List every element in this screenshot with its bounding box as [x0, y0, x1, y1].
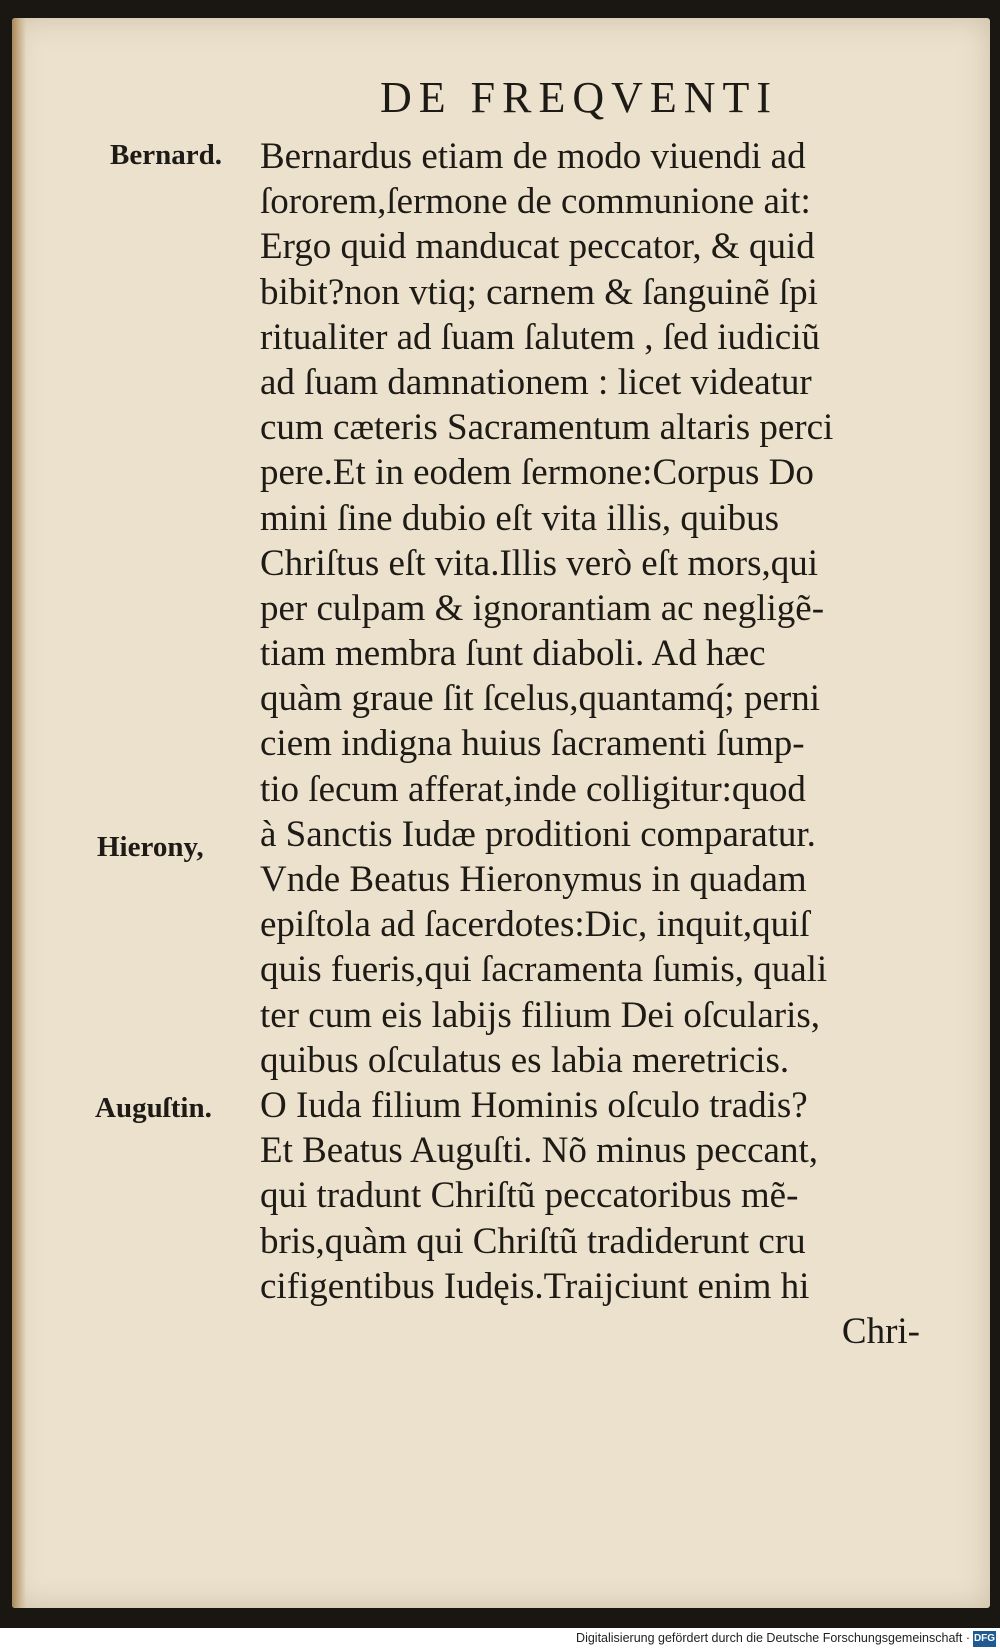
running-head: DE FREQVENTI: [380, 73, 779, 122]
text-line: epiſtola ad ſacerdotes:Dic, inquit,quiſ: [260, 904, 810, 946]
text-line: ter cum eis labijs filium Dei oſcularis,: [260, 994, 821, 1036]
text-line: bibit?non vtiq; carnem & ſanguinẽ ſpi: [260, 271, 818, 313]
text-line: per culpam & ignorantiam ac negligẽ-: [260, 587, 825, 629]
marginal-note-hierony: Hierony,: [97, 831, 204, 863]
text-line: quis fueris,qui ſacramenta ſumis, quali: [260, 949, 828, 991]
text-line: quàm graue ſit ſcelus,quantamq́; perni: [260, 678, 820, 720]
text-line: tiam membra ſunt diaboli. Ad hæc: [260, 633, 766, 675]
page-edge: [12, 18, 26, 1608]
text-line: Vnde Beatus Hieronymus in quadam: [260, 859, 807, 900]
text-line: tio ſecum afferat,inde colligitur:quod: [260, 768, 806, 810]
digitization-credit: Digitalisierung gefördert durch die Deutsche Forschungsgemeinschaft ·: [576, 1631, 970, 1645]
text-line: qui tradunt Chriſtũ peccatoribus mẽ-: [260, 1175, 799, 1217]
text-line: quibus oſculatus es labia meretricis.: [260, 1039, 790, 1081]
text-line: Et Beatus Auguſti. Nõ minus peccant,: [260, 1130, 818, 1172]
text-line: cum cæteris Sacramentum altaris perci: [260, 407, 834, 449]
text-line: Bernardus etiam de modo viuendi ad: [260, 136, 806, 177]
text-line: ritualiter ad ſuam ſalutem , ſed iudiciũ: [260, 316, 820, 358]
text-line: Ergo quid manducat peccator, & quid: [260, 226, 815, 268]
footer-bar: [0, 1628, 1000, 1651]
text-line: pere.Et in eodem ſermone:Corpus Do: [260, 452, 814, 494]
text-line: bris,quàm qui Chriſtũ tradiderunt cru: [260, 1220, 806, 1262]
text-line: cifigentibus Iudęis.Traijciunt enim hi: [260, 1265, 810, 1307]
body-text: [260, 134, 920, 1354]
text-line: ciem indigna huius ſacramenti ſump-: [260, 723, 805, 765]
text-line: ſororem,ſermone de communione ait:: [260, 181, 811, 223]
text-line: à Sanctis Iudæ proditioni comparatur.: [260, 813, 816, 855]
marginal-note-bernard: Bernard.: [110, 139, 222, 171]
catchword: Chri-: [841, 1310, 920, 1352]
text-line: ad ſuam damnationem : licet videatur: [260, 361, 812, 403]
text-line: O Iuda filium Hominis oſculo tradis?: [260, 1084, 808, 1126]
text-line: Chriſtus eſt vita.Illis verò eſt mors,qui: [260, 542, 819, 584]
marginal-note-augustin: Auguſtin.: [95, 1092, 212, 1124]
text-line: mini ſine dubio eſt vita illis, quibus: [260, 497, 780, 539]
dfg-logo: DFG: [973, 1631, 996, 1647]
